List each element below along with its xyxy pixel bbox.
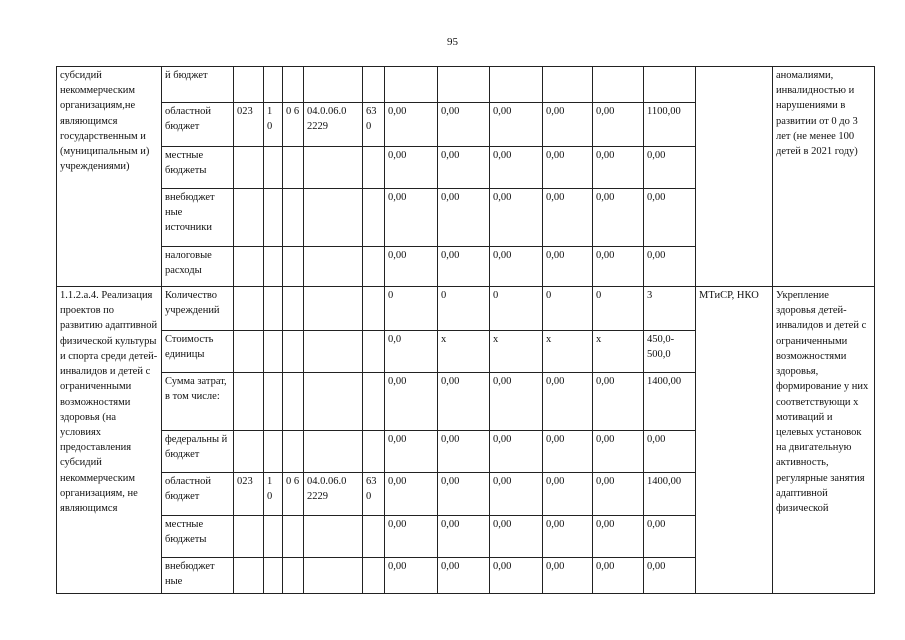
value-cell: 0 — [490, 287, 543, 331]
value-cell: 0,00 — [543, 431, 593, 473]
code-cell — [234, 189, 264, 247]
code-cell: 023 — [234, 103, 264, 147]
value-cell: 0,00 — [543, 373, 593, 431]
value-cell: 0,00 — [644, 247, 696, 287]
code-cell — [304, 189, 363, 247]
code-cell — [234, 373, 264, 431]
value-cell: 0,00 — [438, 147, 490, 189]
code-cell — [304, 331, 363, 373]
code-cell: 04.0.06.0 2229 — [304, 473, 363, 516]
expected-result: аномалиями, инвалидностью и нарушениями в развитии от 0 до 3 лет (не менее 100 детей в 2021 году) — [773, 67, 875, 287]
page-number: 95 — [447, 36, 458, 48]
value-cell: 0,00 — [385, 147, 438, 189]
value-cell: 0,00 — [385, 431, 438, 473]
code-cell — [304, 431, 363, 473]
value-cell: 0,00 — [593, 103, 644, 147]
code-cell — [264, 431, 283, 473]
section-b — [57, 287, 875, 594]
value-cell: 0,00 — [644, 558, 696, 594]
value-cell: х — [490, 331, 543, 373]
code-cell — [363, 373, 385, 431]
row-label: внебюджет ные источники — [162, 189, 234, 247]
value-cell: 0,00 — [644, 431, 696, 473]
code-cell — [363, 516, 385, 558]
budget-table — [56, 66, 875, 594]
code-cell — [283, 558, 304, 594]
value-cell: 0,0 — [385, 331, 438, 373]
value-cell: 1400,00 — [644, 373, 696, 431]
code-cell: 1 0 — [264, 103, 283, 147]
section-a — [57, 67, 875, 287]
value-cell — [490, 67, 543, 103]
value-cell: 0,00 — [543, 103, 593, 147]
code-cell: 0 6 — [283, 473, 304, 516]
value-cell: 1100,00 — [644, 103, 696, 147]
value-cell: 0 — [543, 287, 593, 331]
code-cell — [234, 431, 264, 473]
value-cell: 0,00 — [543, 473, 593, 516]
code-cell — [264, 147, 283, 189]
code-cell: 63 0 — [363, 473, 385, 516]
code-cell — [283, 147, 304, 189]
value-cell: 0,00 — [593, 431, 644, 473]
value-cell: 0,00 — [438, 373, 490, 431]
value-cell: 0,00 — [490, 473, 543, 516]
value-cell: 0,00 — [385, 189, 438, 247]
row-label: областной бюджет — [162, 103, 234, 147]
value-cell: 0,00 — [438, 247, 490, 287]
value-cell: 0,00 — [490, 431, 543, 473]
value-cell: 0,00 — [385, 473, 438, 516]
code-cell: 04.0.06.0 2229 — [304, 103, 363, 147]
value-cell: 0,00 — [438, 473, 490, 516]
value-cell: 0,00 — [438, 516, 490, 558]
value-cell: 0,00 — [593, 558, 644, 594]
code-cell — [363, 189, 385, 247]
table-row — [57, 287, 875, 331]
value-cell: 0,00 — [438, 431, 490, 473]
value-cell: 0,00 — [385, 373, 438, 431]
value-cell: 0,00 — [438, 558, 490, 594]
value-cell: 0,00 — [593, 473, 644, 516]
code-cell — [283, 431, 304, 473]
row-label: Стоимость единицы — [162, 331, 234, 373]
code-cell — [363, 147, 385, 189]
code-cell: 63 0 — [363, 103, 385, 147]
code-cell — [264, 516, 283, 558]
code-cell: 0 6 — [283, 103, 304, 147]
code-cell — [304, 67, 363, 103]
value-cell: 0,00 — [543, 147, 593, 189]
value-cell: 0,00 — [438, 103, 490, 147]
value-cell: х — [438, 331, 490, 373]
code-cell — [363, 431, 385, 473]
code-cell — [283, 373, 304, 431]
row-label: Сумма затрат, в том числе: — [162, 373, 234, 431]
code-cell — [304, 516, 363, 558]
code-cell — [283, 189, 304, 247]
value-cell: 0,00 — [593, 189, 644, 247]
row-label: областной бюджет — [162, 473, 234, 516]
value-cell: 0,00 — [543, 247, 593, 287]
row-label: й бюджет — [162, 67, 234, 103]
measure-description: субсидий некоммерческим организациям,не являющимся государственным и (муниципальным и) учреждениями) — [57, 67, 162, 287]
code-cell — [304, 247, 363, 287]
code-cell — [234, 67, 264, 103]
value-cell — [438, 67, 490, 103]
code-cell — [234, 558, 264, 594]
row-label: федеральны й бюджет — [162, 431, 234, 473]
row-label: налоговые расходы — [162, 247, 234, 287]
row-label: внебюджет ные — [162, 558, 234, 594]
value-cell: 0,00 — [644, 189, 696, 247]
row-label: Количество учреждений — [162, 287, 234, 331]
code-cell — [234, 331, 264, 373]
value-cell: 0 — [385, 287, 438, 331]
code-cell — [264, 247, 283, 287]
value-cell: 0 — [438, 287, 490, 331]
code-cell — [283, 247, 304, 287]
executor-cell: МТиСР, НКО — [696, 287, 773, 594]
expected-result: Укрепление здоровья детей-инвалидов и детей с ограниченными возможностями здоровья, формирование у них соответствующи х мотиваций и целевых установок на двигательную активность, регулярные занятия адаптивной физической — [773, 287, 875, 594]
value-cell: 0,00 — [490, 189, 543, 247]
code-cell — [264, 558, 283, 594]
value-cell: 0,00 — [385, 558, 438, 594]
code-cell — [283, 287, 304, 331]
value-cell: 0,00 — [644, 147, 696, 189]
code-cell — [234, 247, 264, 287]
code-cell — [304, 147, 363, 189]
value-cell: 0,00 — [543, 189, 593, 247]
value-cell: 0,00 — [644, 516, 696, 558]
row-label: местные бюджеты — [162, 516, 234, 558]
value-cell: 0,00 — [490, 247, 543, 287]
code-cell — [304, 558, 363, 594]
value-cell: х — [593, 331, 644, 373]
code-cell — [304, 287, 363, 331]
code-cell — [264, 331, 283, 373]
value-cell: 0,00 — [385, 516, 438, 558]
table-row — [57, 67, 875, 103]
value-cell: 0,00 — [593, 373, 644, 431]
code-cell — [363, 247, 385, 287]
value-cell — [593, 67, 644, 103]
value-cell: 0,00 — [490, 558, 543, 594]
executor-cell — [696, 67, 773, 287]
value-cell: 0,00 — [543, 516, 593, 558]
value-cell: 0,00 — [593, 516, 644, 558]
value-cell: 0,00 — [385, 103, 438, 147]
code-cell — [283, 67, 304, 103]
value-cell: 450,0-500,0 — [644, 331, 696, 373]
value-cell — [644, 67, 696, 103]
code-cell — [234, 287, 264, 331]
value-cell: 0,00 — [490, 373, 543, 431]
value-cell: 0 — [593, 287, 644, 331]
code-cell — [234, 516, 264, 558]
value-cell: 0,00 — [490, 516, 543, 558]
code-cell — [363, 558, 385, 594]
measure-description: 1.1.2.а.4. Реализация проектов по развитию адаптивной физической культуры и спорта среди детей-инвалидов и детей с ограниченными возможностями здоровья (на условиях предоставления субсидий некоммерческим организациям, не являющимся — [57, 287, 162, 594]
code-cell — [283, 331, 304, 373]
code-cell: 1 0 — [264, 473, 283, 516]
code-cell — [363, 331, 385, 373]
code-cell — [283, 516, 304, 558]
value-cell: 1400,00 — [644, 473, 696, 516]
code-cell — [264, 373, 283, 431]
code-cell — [363, 67, 385, 103]
value-cell: 0,00 — [490, 147, 543, 189]
code-cell — [234, 147, 264, 189]
value-cell: 3 — [644, 287, 696, 331]
value-cell: 0,00 — [593, 147, 644, 189]
value-cell: 0,00 — [543, 558, 593, 594]
code-cell: 023 — [234, 473, 264, 516]
value-cell: х — [543, 331, 593, 373]
code-cell — [264, 287, 283, 331]
value-cell — [543, 67, 593, 103]
value-cell — [385, 67, 438, 103]
value-cell: 0,00 — [438, 189, 490, 247]
code-cell — [363, 287, 385, 331]
value-cell: 0,00 — [385, 247, 438, 287]
code-cell — [304, 373, 363, 431]
code-cell — [264, 189, 283, 247]
value-cell: 0,00 — [593, 247, 644, 287]
value-cell: 0,00 — [490, 103, 543, 147]
code-cell — [264, 67, 283, 103]
row-label: местные бюджеты — [162, 147, 234, 189]
